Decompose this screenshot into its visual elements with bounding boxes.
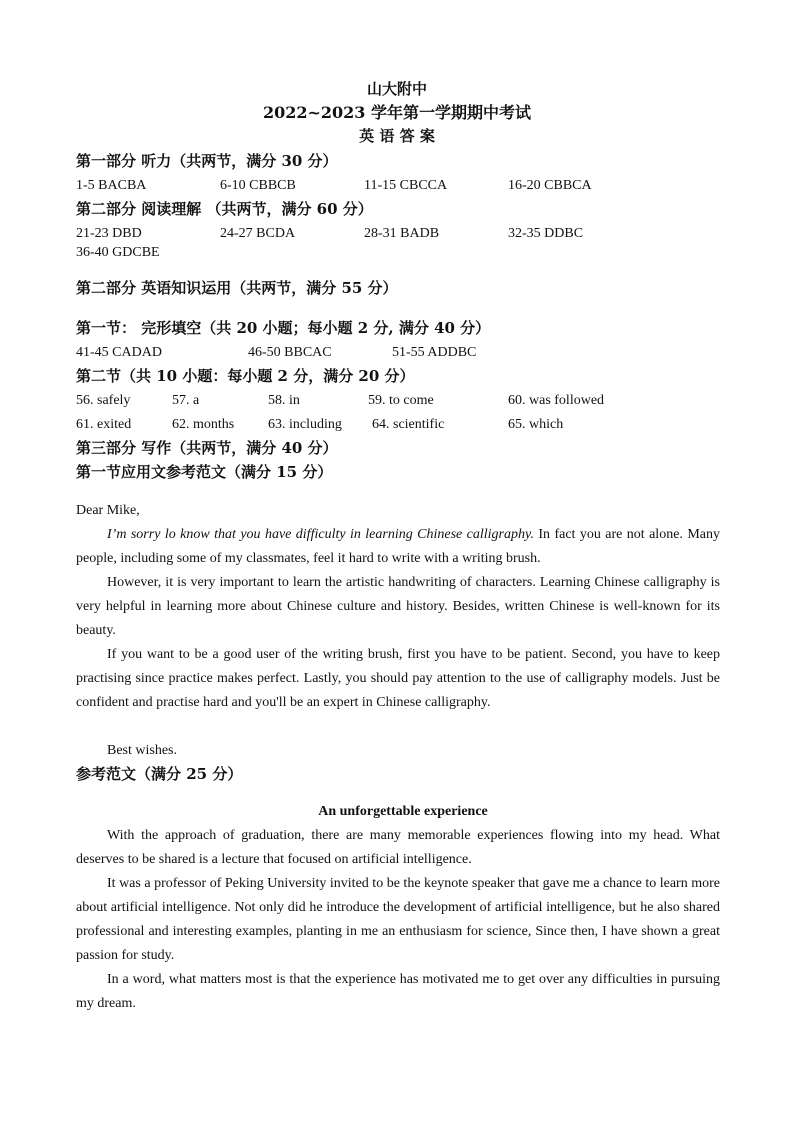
answer-group: 51-55 ADDBC <box>392 345 477 360</box>
fill-answer: 62. months <box>172 417 235 432</box>
answer-group: 6-10 CBBCB <box>220 178 296 193</box>
fill-answer: 58. in <box>268 393 300 408</box>
part1-answers-row <box>76 176 736 196</box>
fill-answer: 56. safely <box>76 393 131 408</box>
letter-paragraph-1 <box>76 523 720 571</box>
answer-group: 32-35 DDBC <box>508 226 584 241</box>
school-name: 山大附中 <box>366 80 427 98</box>
letter-opening-sentence: I’m sorry lo know that you have difficulty in learning Chinese calligraphy. <box>107 527 534 542</box>
part1-heading: 第一部分 听力（共两节，满分 30 分） <box>76 152 338 170</box>
fill-answer: 61. exited <box>76 417 132 432</box>
answer-group: 41-45 CADAD <box>76 345 162 360</box>
cloze-heading: 第一节： 完形填空（共 20 小题；每小题 2 分, 满分 40 分） <box>76 319 491 337</box>
fill-answer: 64. scientific <box>372 417 445 432</box>
letter-greeting: Dear Mike, <box>76 503 140 518</box>
cloze-answers-row <box>76 343 736 363</box>
letter-section-heading: 第一节应用文参考范文（满分 15 分） <box>76 463 333 481</box>
fill-answer: 57. a <box>172 393 200 408</box>
exam-title: 2022~2023 学年第一学期期中考试 <box>262 103 532 122</box>
essay-paragraph-1: With the approach of graduation, there are many memorable experiences flowing into my head. What deserves to be shared is a lecture that focused on artificial intelligence. <box>76 828 720 867</box>
fill-answer: 63. including <box>268 417 342 432</box>
part2-answers-row <box>76 224 736 244</box>
answer-group: 46-50 BBCAC <box>248 345 332 360</box>
answer-group: 1-5 BACBA <box>76 178 147 193</box>
part2-answers-row2: 36-40 GDCBE <box>76 245 160 260</box>
essay-section-heading: 参考范文（满分 25 分） <box>76 765 243 783</box>
grammar-fill-row2 <box>76 415 736 435</box>
subject-title: 英 语 答 案 <box>359 127 435 145</box>
part3-heading: 第二部分 英语知识运用（共两节，满分 55 分） <box>76 279 398 297</box>
part2-heading: 第二部分 阅读理解 （共两节，满分 60 分） <box>76 200 373 218</box>
essay-paragraph-2: It was a professor of Peking University invited to be the keynote speaker that gave me a chance to learn more about artificial intelligence. Not only did he introduce the development of artificial intelligence, but he also shared professional and interesting examples, planting in me an enthusiasm for science, Since then, I have shown a great passion for study. <box>76 876 720 963</box>
fill-answer: 65. which <box>508 417 564 432</box>
letter-paragraph-2: However, it is very important to learn the artistic handwriting of characters. Learning Chinese calligraphy is very helpful in learning more about Chinese culture and history. Besides, written Chinese is well-known for its beauty. <box>76 575 720 638</box>
fill-answer: 60. was followed <box>508 393 605 408</box>
letter-paragraph-1-rest: In fact you are not alone. Many people, including some of my classmates, feel it hard to write with a writing brush. <box>76 527 720 566</box>
letter-closing: Best wishes. <box>107 743 177 758</box>
fill-answer: 59. to come <box>368 393 434 408</box>
essay-paragraph-3: In a word, what matters most is that the experience has motivated me to get over any difficulties in pursuing my dream. <box>76 972 720 1011</box>
answer-group: 11-15 CBCCA <box>364 178 448 193</box>
grammar-fill-row1 <box>76 391 736 411</box>
writing-heading: 第三部分 写作（共两节，满分 40 分） <box>76 439 338 457</box>
essay-title: An unforgettable experience <box>318 804 488 819</box>
answer-group: 24-27 BCDA <box>220 226 296 241</box>
answer-group: 16-20 CBBCA <box>508 178 592 193</box>
answer-group: 28-31 BADB <box>364 226 440 241</box>
letter-paragraph-3: If you want to be a good user of the writing brush, first you have to be patient. Second, you have to keep practising since practice makes perfect. Lastly, you should pay attention to the use of calligraphy models. Just be confident and practise hard and you'll be an expert in Chinese calligraphy. <box>76 647 720 710</box>
grammar-fill-heading: 第二节（共 10 小题：每小题 2 分，满分 20 分） <box>76 367 415 385</box>
answer-group: 21-23 DBD <box>76 226 142 241</box>
